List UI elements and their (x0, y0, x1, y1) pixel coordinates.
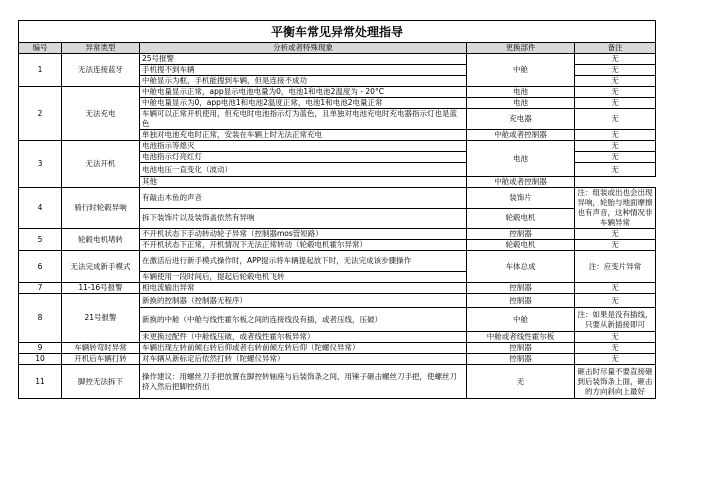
header-fault-type[interactable]: 异常类型 (62, 43, 140, 54)
fault-type[interactable]: 脚控无法拆下 (62, 365, 140, 399)
table-row (19, 141, 656, 152)
replace-part-cell[interactable]: 中舱 (467, 54, 575, 87)
remark-cell[interactable]: 无 (575, 354, 656, 365)
analysis-cell[interactable]: 车辆可以正常开机使用，但充电时电池指示灯为蓝色，且单独对电池充电时充电器指示灯也是蓝色 (140, 109, 467, 130)
table-row (19, 294, 656, 308)
fault-number[interactable]: 2 (19, 87, 62, 141)
replace-part-cell[interactable]: 控制器 (467, 354, 575, 365)
header-replace-part[interactable]: 更换部件 (467, 43, 575, 54)
replace-part-cell[interactable]: 车体总成 (467, 251, 575, 283)
replace-part-cell[interactable]: 电池 (467, 98, 575, 109)
fault-number[interactable]: 7 (19, 283, 62, 294)
analysis-cell[interactable]: 相电流输出异常 (140, 283, 467, 294)
header-number[interactable]: 编号 (19, 43, 62, 54)
analysis-cell[interactable]: 操作建议：用螺丝刀手把放置在脚控转轴座与后装饰条之间，用锤子砸击螺丝刀手把，使螺丝刀挤入然后把脚控挤出 (140, 365, 467, 399)
analysis-cell[interactable]: 车辆使用一段时间后，提起后轮毂电机飞转 (140, 272, 467, 283)
remark-cell[interactable]: 无 (575, 332, 656, 343)
remark-cell[interactable]: 无 (575, 109, 656, 130)
analysis-cell[interactable]: 中舱显示为框，手机能搜到车辆，但是连接不成功 (140, 76, 467, 87)
analysis-cell[interactable]: 中舱电量显示正常，app显示电池电量为0，电池1和电池2温度为 - 20°C (140, 87, 467, 98)
replace-part-cell[interactable]: 轮毂电机 (467, 208, 575, 229)
analysis-cell[interactable]: 电池指示灯亮红灯 (140, 152, 467, 163)
table-row (19, 283, 656, 294)
remark-cell[interactable]: 注：组装或出也会出现异响，轮胎与地面摩擦也有声音，这种情况非车辆异常 (575, 188, 656, 229)
table-row (19, 87, 656, 98)
replace-part-cell[interactable]: 控制器 (467, 294, 575, 308)
header-row (19, 43, 656, 54)
analysis-cell[interactable]: 新换的中舱（中舱与线性霍尔板之间的连接线没有插，或者压线，压破） (140, 308, 467, 332)
fault-number[interactable]: 1 (19, 54, 62, 87)
header-analysis[interactable]: 分析或者特殊现象 (140, 43, 467, 54)
replace-part-cell[interactable]: 中舱或者控制器 (467, 177, 575, 188)
table-row (19, 54, 656, 65)
fault-number[interactable]: 4 (19, 188, 62, 229)
fault-type[interactable]: 无法连接蓝牙 (62, 54, 140, 87)
remark-cell[interactable]: 无 (575, 240, 656, 251)
analysis-cell[interactable]: 中舱电量显示为0，app电池1和电池2温度正常，电池1和电池2电量正常 (140, 98, 467, 109)
fault-type[interactable]: 无法开机 (62, 141, 140, 188)
remark-cell[interactable]: 无 (575, 54, 656, 65)
fault-number[interactable]: 3 (19, 141, 62, 188)
remark-cell[interactable]: 无 (575, 163, 656, 177)
analysis-cell[interactable]: 其他 (140, 177, 467, 188)
fault-number[interactable]: 8 (19, 294, 62, 343)
header-remark[interactable]: 备注 (575, 43, 656, 54)
replace-part-cell[interactable]: 中舱或者控制器 (467, 130, 575, 141)
replace-part-cell[interactable]: 轮毂电机 (467, 240, 575, 251)
remark-cell[interactable]: 无 (575, 98, 656, 109)
table-row (19, 354, 656, 365)
fault-type[interactable]: 无法充电 (62, 87, 140, 141)
analysis-cell[interactable]: 电池指示等熄灭 (140, 141, 467, 152)
analysis-cell[interactable]: 拆下装饰片以及装饰盖依然有异响 (140, 208, 467, 229)
table-row (19, 365, 656, 399)
remark-cell[interactable]: 无 (575, 283, 656, 294)
analysis-cell[interactable]: 不开机状态下手动转动轮子异常（控制器mos管短路） (140, 229, 467, 240)
remark-cell[interactable]: 注：如果是没有插线，只要从新插接即可 (575, 308, 656, 332)
replace-part-cell[interactable]: 装饰片 (467, 188, 575, 209)
analysis-cell[interactable]: 单独对电池充电时正常，安装在车辆上时无法正常充电 (140, 130, 467, 141)
replace-part-cell[interactable]: 电池 (467, 87, 575, 98)
remark-cell[interactable]: 无 (575, 87, 656, 98)
analysis-cell[interactable]: 未更换过配件（中舱线压破，或者线性霍尔板异常） (140, 332, 467, 343)
spreadsheet (18, 20, 655, 399)
analysis-cell[interactable]: 车辆出现左转前倾右转后仰或者右转前倾左转后仰（陀螺仪异常） (140, 343, 467, 354)
replace-part-cell[interactable]: 中舱 (467, 308, 575, 332)
fault-type[interactable]: 无法完成新手模式 (62, 251, 140, 283)
analysis-cell[interactable]: 对车辆从新标定后依然打转（陀螺仪异常） (140, 354, 467, 365)
replace-part-cell[interactable]: 电池 (467, 141, 575, 177)
remark-cell[interactable]: 无 (575, 76, 656, 87)
fault-number[interactable]: 11 (19, 365, 62, 399)
remark-cell[interactable]: 注：应变片异常 (575, 251, 656, 283)
table-row (19, 251, 656, 272)
remark-cell[interactable]: 无 (575, 152, 656, 163)
fault-number[interactable]: 6 (19, 251, 62, 283)
analysis-cell[interactable]: 不开机状态下正常，开机情况下无法正常转动（轮毂电机霍尔异常） (140, 240, 467, 251)
replace-part-cell[interactable]: 控制器 (467, 229, 575, 240)
remark-cell[interactable]: 无 (575, 294, 656, 308)
fault-type[interactable]: 车辆转弯时异常 (62, 343, 140, 354)
table-row (19, 188, 656, 209)
fault-number[interactable]: 5 (19, 229, 62, 251)
replace-part-cell[interactable]: 控制器 (467, 283, 575, 294)
fault-type[interactable]: 骑行时轮毂异响 (62, 188, 140, 229)
analysis-cell[interactable]: 在激活后进行新手模式操作时，APP提示将车辆提起放下时，无法完成该步骤操作 (140, 251, 467, 272)
fault-number[interactable]: 9 (19, 343, 62, 354)
analysis-cell[interactable]: 手机搜不到车辆 (140, 65, 467, 76)
replace-part-cell[interactable]: 充电器 (467, 109, 575, 130)
replace-part-cell[interactable]: 控制器 (467, 343, 575, 354)
replace-part-cell[interactable]: 无 (467, 365, 575, 399)
replace-part-cell[interactable]: 中舱或者线性霍尔板 (467, 332, 575, 343)
fault-type[interactable]: 开机后车辆打转 (62, 354, 140, 365)
remark-cell[interactable]: 无 (575, 130, 656, 141)
remark-cell[interactable]: 砸击时尽量不要直接砸到后装饰条上面，砸击的方向斜向上最好 (575, 365, 656, 399)
table-row (19, 343, 656, 354)
remark-cell[interactable]: 无 (575, 65, 656, 76)
analysis-cell[interactable]: 25号报警 (140, 54, 467, 65)
analysis-cell[interactable]: 电池电压一直变化（波动） (140, 163, 467, 177)
remark-cell[interactable]: 无 (575, 343, 656, 354)
fault-type[interactable]: 轮毂电机堵转 (62, 229, 140, 251)
analysis-cell[interactable]: 新换的控制器（控制器无程序） (140, 294, 467, 308)
remark-cell[interactable]: 无 (575, 229, 656, 240)
fault-type[interactable]: 11-16号报警 (62, 283, 140, 294)
fault-type[interactable]: 21号报警 (62, 294, 140, 343)
analysis-cell[interactable]: 有敲击木鱼的声音 (140, 188, 467, 209)
table-row (19, 229, 656, 240)
fault-guide-table (18, 20, 656, 399)
fault-number[interactable]: 10 (19, 354, 62, 365)
sheet-title[interactable]: 平衡车常见异常处理指导 (19, 21, 656, 43)
remark-cell[interactable]: 无 (575, 141, 656, 152)
